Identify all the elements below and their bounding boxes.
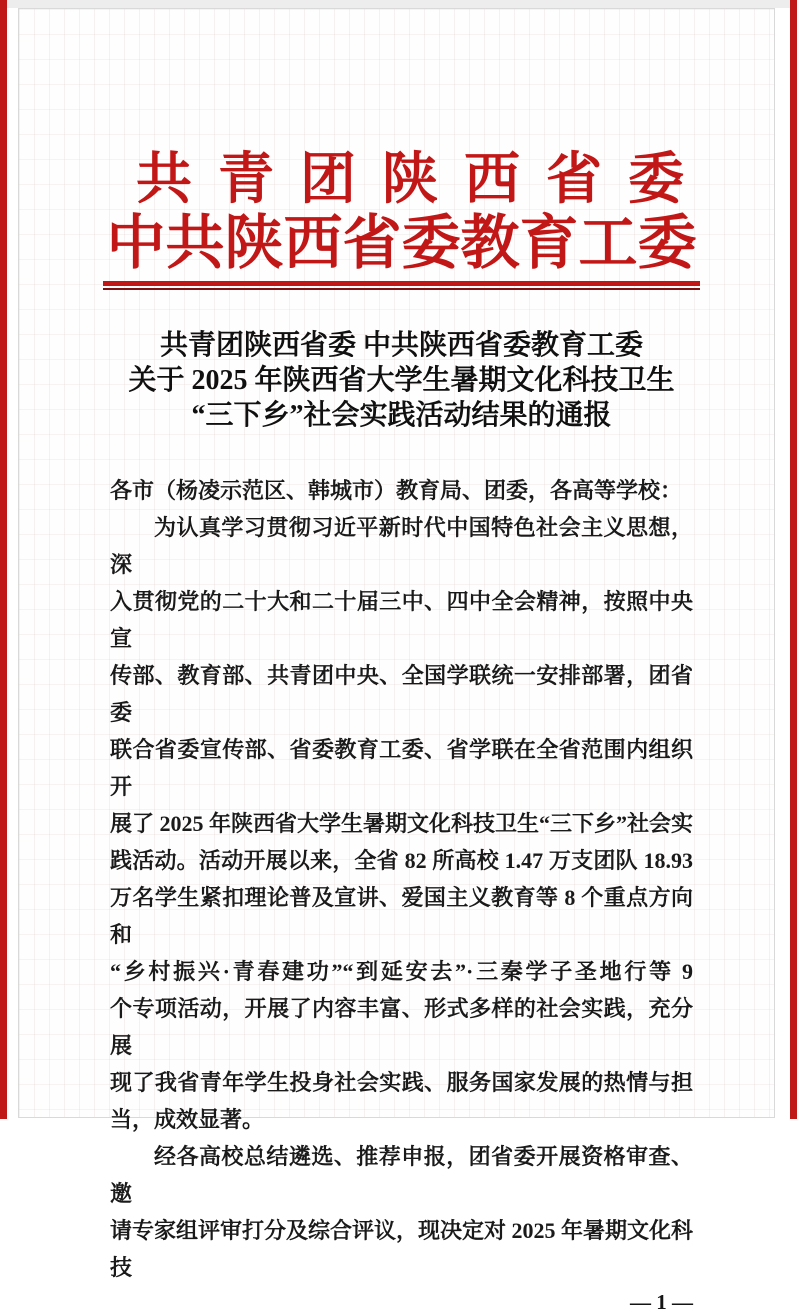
body-line: 万名学生紧扣理论普及宣讲、爱国主义教育等 8 个重点方向和	[110, 885, 693, 947]
letterhead-org-2: 中共陕西省委教育工委	[106, 210, 697, 276]
body-line: 各市（杨凌示范区、韩城市）教育局、团委，各高等学校：	[110, 478, 683, 503]
scan-edge-top	[7, 0, 790, 8]
title-line-1: 共青团陕西省委 中共陕西省委教育工委	[159, 330, 643, 361]
body-line: 联合省委宣传部、省委教育工委、省学联在全省范围内组织开	[110, 737, 693, 799]
document-page	[18, 8, 775, 1314]
divider-thin-line	[103, 288, 700, 290]
body-line: 为认真学习贯彻习近平新时代中国特色社会主义思想，深	[110, 515, 693, 577]
title-line-2: 关于 2025 年陕西省大学生暑期文化科技卫生	[128, 365, 675, 396]
page-number: — 1 —	[630, 1290, 693, 1314]
body-line: 经各高校总结遴选、推荐申报，团省委开展资格审查、邀	[110, 1144, 693, 1206]
body-text	[110, 472, 693, 1286]
document-title	[110, 328, 693, 433]
body-line: 当，成效显著。	[110, 1107, 265, 1132]
body-line: 展了 2025 年陕西省大学生暑期文化科技卫生“三下乡”社会实	[110, 811, 694, 836]
letterhead-org-1: 共青团陕西省委	[136, 149, 710, 211]
scan-edge-left	[0, 0, 7, 1119]
body-line: 个专项活动，开展了内容丰富、形式多样的社会实践，充分展	[110, 996, 693, 1058]
body-line: 现了我省青年学生投身社会实践、服务国家发展的热情与担	[110, 1070, 693, 1095]
letterhead-divider	[103, 281, 700, 290]
body-line: 请专家组评审打分及综合评议，现决定对 2025 年暑期文化科技	[110, 1218, 694, 1280]
title-line-3: “三下乡”社会实践活动结果的通报	[191, 400, 612, 431]
body-line: 践活动。活动开展以来，全省 82 所高校 1.47 万支团队 18.93	[110, 848, 693, 873]
scan-edge-right	[790, 0, 797, 1119]
body-line: “乡村振兴·青春建功”“到延安去”·三秦学子圣地行等 9	[110, 959, 693, 984]
body-line: 传部、教育部、共青团中央、全国学联统一安排部署，团省委	[110, 663, 693, 725]
body-line: 入贯彻党的二十大和二十届三中、四中全会精神，按照中央宣	[110, 589, 693, 651]
divider-thick-line	[103, 281, 700, 286]
letterhead	[106, 149, 710, 290]
document-content	[106, 149, 710, 1315]
